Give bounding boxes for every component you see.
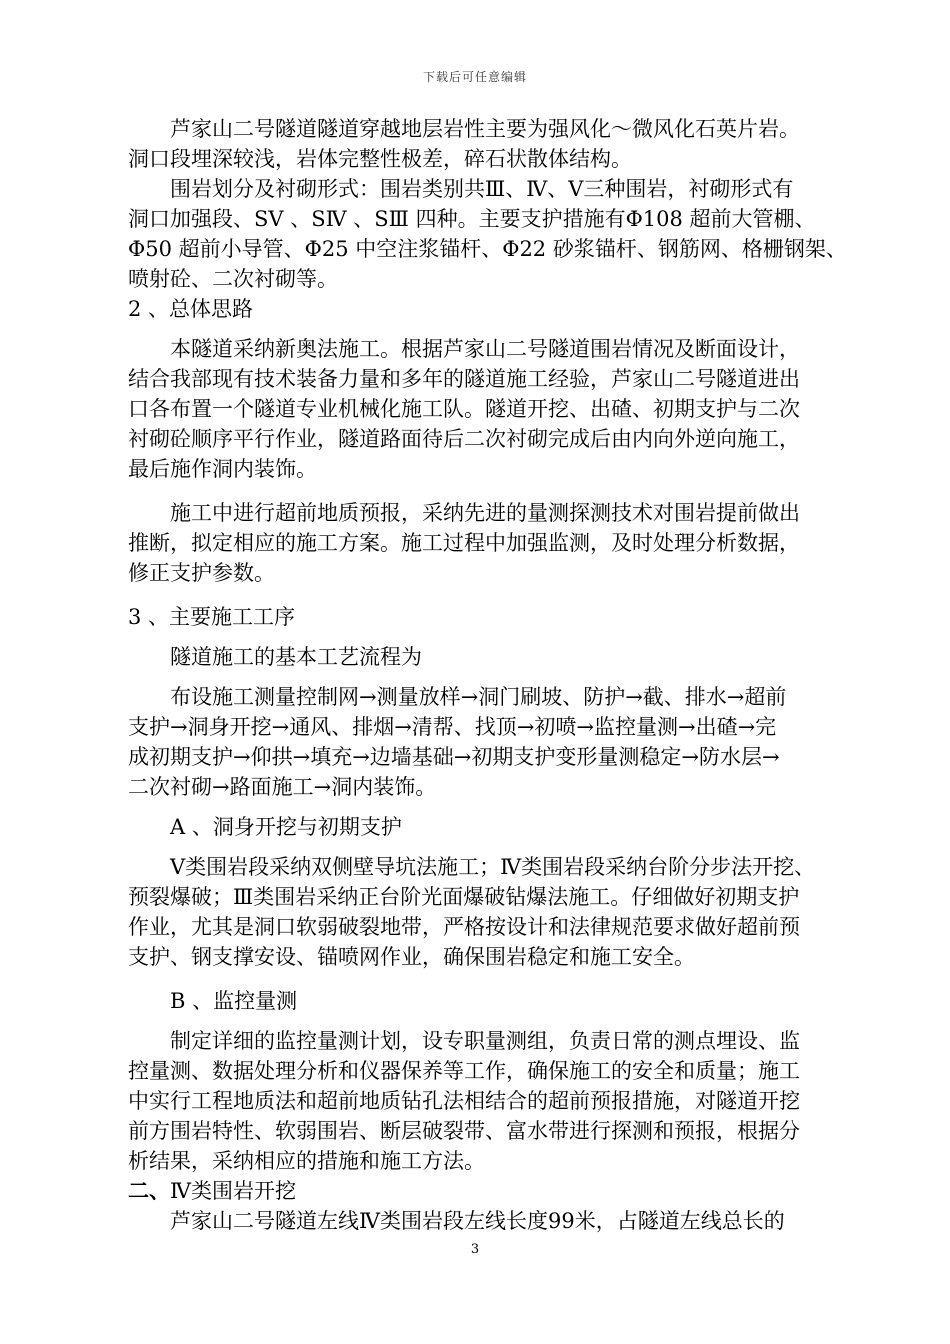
paragraph-process-flow — [128, 682, 858, 802]
paragraph-process-intro: 隧道施工的基本工艺流程为 — [170, 645, 422, 669]
paragraph-construction-method — [128, 334, 858, 484]
text-line: 控量测、数据处理分析和仪器保养等工作，确保施工的安全和质量；施工 — [128, 1059, 800, 1083]
text-line: 衬砌砼顺序平行作业，隧道路面待后二次衬砌完成后由内向外逆向施工， — [128, 427, 800, 451]
text-line: 喷射砼、二次衬砌等。 — [128, 267, 338, 291]
text-line: 施工中进行超前地质预报，采纳先进的量测探测技术对围岩提前做出 — [170, 501, 800, 525]
text-line: Ⅴ类围岩段采纳双侧壁导坑法施工；Ⅳ类围岩段采纳台阶分步法开挖、 — [170, 855, 816, 879]
section-heading-grade-iv-excavation — [128, 1176, 858, 1206]
text-line: 中实行工程地质法和超前地质钻孔法相结合的超前预报措施，对隧道开挖 — [128, 1089, 800, 1113]
paragraph-grade-iv-length: 芦家山二号隧道左线Ⅳ类围岩段左线长度99米，占隧道左线总长的 — [170, 1209, 785, 1233]
paragraph-geology — [128, 114, 858, 174]
text-line: 本隧道采纳新奥法施工。根据芦家山二号隧道围岩情况及断面设计， — [170, 337, 800, 361]
paragraph-rock-classification — [128, 174, 858, 294]
subheading-monitoring: B 、监控量测 — [170, 989, 298, 1013]
text-line: 作业，尤其是洞口软弱破裂地带，严格按设计和法律规范要求做好超前预 — [128, 915, 800, 939]
paragraph-monitoring-plan — [128, 1026, 858, 1176]
text-line: 修正支护参数。 — [128, 561, 275, 585]
text-line: 芦家山二号隧道隧道穿越地层岩性主要为强风化～微风化石英片岩。 — [170, 117, 800, 141]
text-line: 二次衬砌→路面施工→洞内装饰。 — [128, 775, 437, 799]
text-line: 析结果，采纳相应的措施和施工方法。 — [128, 1149, 485, 1173]
text-line: 支护→洞身开挖→通风、排烟→清帮、找顶→初喷→监控量测→出碴→完 — [128, 715, 777, 739]
text-line: 最后施作洞内装饰。 — [128, 457, 317, 481]
text-line: 围岩划分及衬砌形式：围岩类别共Ⅲ、Ⅳ、Ⅴ三种围岩，衬砌形式有 — [170, 177, 794, 201]
text-line: 推断，拟定相应的施工方案。施工过程中加强监测，及时处理分析数据， — [128, 531, 800, 555]
text-line: 预裂爆破；Ⅲ类围岩采纳正台阶光面爆破钻爆法施工。仔细做好初期支护 — [128, 885, 800, 909]
text-line: 洞口段埋深较浅，岩体完整性极差，碎石状散体结构。 — [128, 147, 632, 171]
section-number: 二、 — [128, 1178, 170, 1203]
text-line: Φ50 超前小导管、Φ25 中空注浆锚杆、Φ22 砂浆锚杆、钢筋网、格栅钢架、 — [128, 237, 847, 261]
text-line: 前方围岩特性、软弱围岩、断层破裂带、富水带进行探测和预报，根据分 — [128, 1119, 800, 1143]
text-line: 结合我部现有技术装备力量和多年的隧道施工经验，芦家山二号隧道进出 — [128, 367, 800, 391]
document-body — [128, 114, 858, 1236]
text-line: 布设施工测量控制网→测量放样→洞门刷坡、防护→截、排水→超前 — [170, 685, 787, 709]
text-line: 支护、钢支撑安设、锚喷网作业，确保围岩稳定和施工安全。 — [128, 945, 695, 969]
page-header: 下载后可任意编辑 — [422, 70, 527, 84]
section-title: Ⅳ类围岩开挖 — [170, 1179, 296, 1203]
paragraph-excavation-methods — [128, 852, 858, 972]
text-line: 制定详细的监控量测计划，设专职量测组，负责日常的测点埋设、监 — [170, 1029, 800, 1053]
section-heading-overall-approach: 2 、总体思路 — [128, 297, 254, 321]
section-heading-main-procedures: 3 、主要施工工序 — [128, 605, 296, 629]
paragraph-geological-forecast — [128, 498, 858, 588]
text-line: 成初期支护→仰拱→填充→边墙基础→初期支护变形量测稳定→防水层→ — [128, 745, 780, 769]
text-line: 洞口加强段、SⅤ 、SⅣ 、SⅢ 四种。主要支护措施有Φ108 超前大管棚、 — [128, 207, 816, 231]
subheading-excavation-support: A 、洞身开挖与初期支护 — [170, 815, 402, 839]
page-number: 3 — [470, 1242, 480, 1257]
text-line: 口各布置一个隧道专业机械化施工队。隧道开挖、出碴、初期支护与二次 — [128, 397, 800, 421]
